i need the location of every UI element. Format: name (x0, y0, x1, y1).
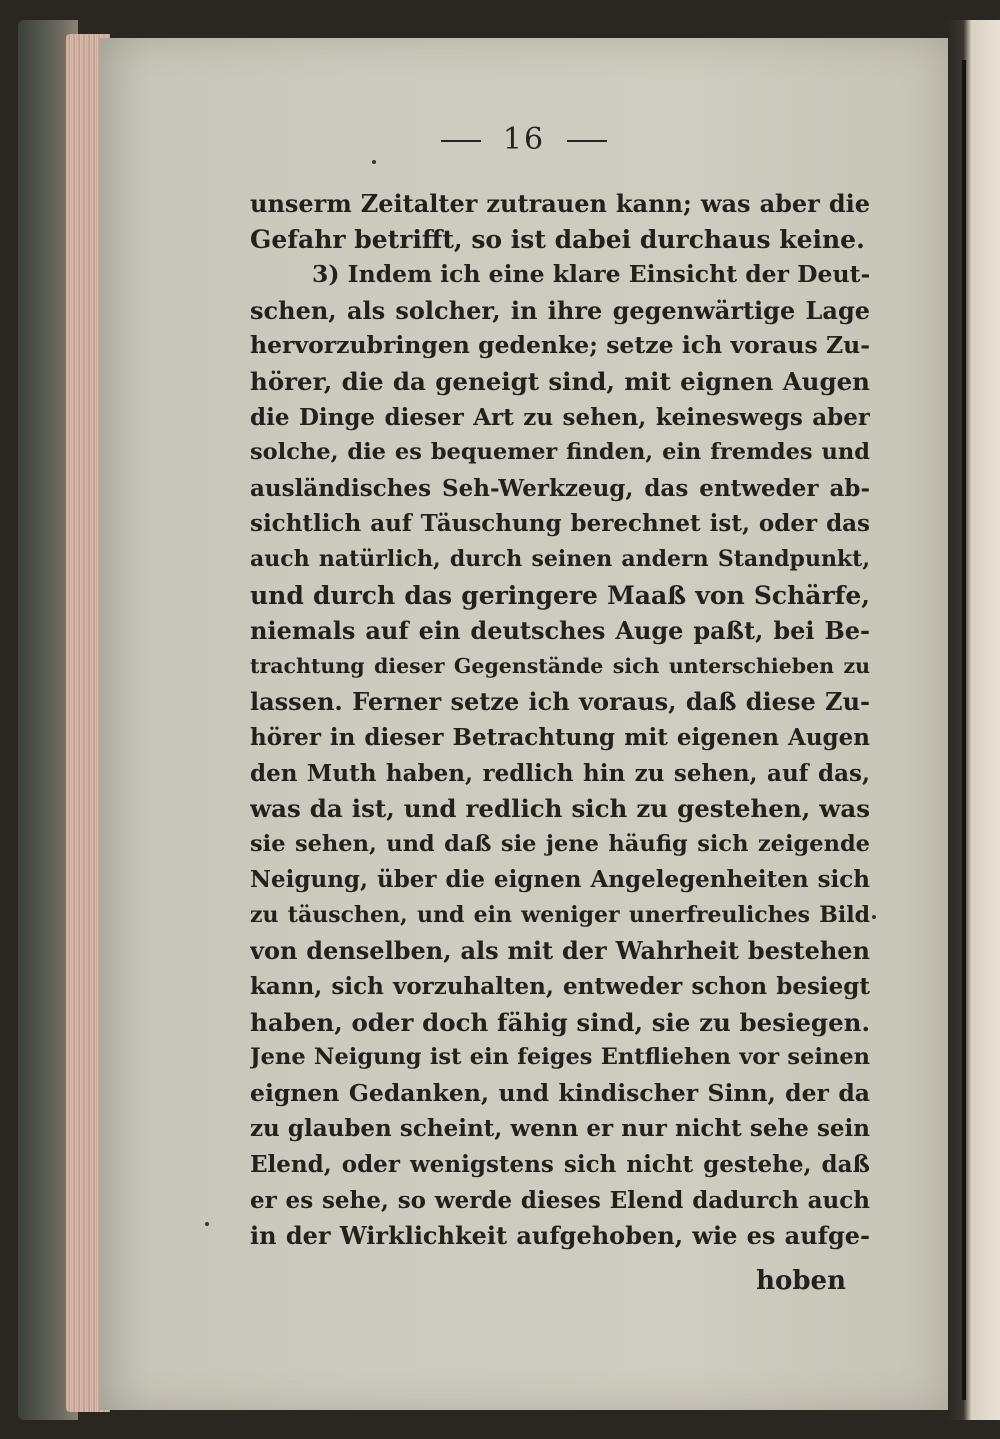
text-line: zu täuschen, und ein weniger unerfreuliches Bild (250, 901, 870, 928)
text-line: hervorzubringen gedenke; setze ich voraus Zu- (250, 331, 870, 360)
text-line: unserm Zeitalter zutrauen kann; was aber die (250, 189, 870, 218)
text-line: und durch das geringere Maaß von Schärfe, (250, 580, 870, 610)
binding-gutter (962, 60, 966, 1400)
text-line: in der Wirklichkeit aufgehoben, wie es aufge- (250, 1221, 870, 1251)
text-line: schen, als solcher, in ihre gegenwärtige Lage (250, 295, 870, 325)
header-dash-right (567, 140, 607, 142)
text-line: den Muth haben, redlich hin zu sehen, auf das, (250, 759, 870, 787)
text-line: er es sehe, so werde dieses Elend dadurch auch (250, 1186, 870, 1214)
running-header (100, 122, 948, 157)
text-line: 3) Indem ich eine klare Einsicht der Deut- (312, 260, 870, 289)
text-line: die Dinge dieser Art zu sehen, keineswegs aber (250, 403, 870, 431)
paper-speck (872, 915, 876, 919)
text-line: lassen. Ferner setze ich voraus, daß diese Zu- (250, 687, 870, 717)
body-text (250, 186, 870, 1254)
facing-page-edge (948, 20, 1000, 1420)
page-number: 16 (502, 122, 546, 157)
text-line: solche, die es bequemer finden, ein fremdes und (250, 439, 870, 466)
text-line: sichtlich auf Täuschung berechnet ist, oder das (250, 510, 870, 538)
text-line: sie sehen, und daß sie jene häufig sich zeigende (250, 830, 870, 857)
text-line: was da ist, und redlich sich zu gestehen, was (250, 794, 870, 824)
text-line: Elend, oder wenigstens sich nicht gestehe, daß (250, 1151, 870, 1179)
header-dash-left (441, 140, 481, 142)
text-line: haben, oder doch fähig sind, sie zu besiegen. (250, 1007, 870, 1037)
text-line: Gefahr betrifft, so ist dabei durchaus keine. (250, 224, 865, 254)
text-line: hörer in dieser Betrachtung mit eigenen Augen (250, 723, 870, 751)
text-line: auch natürlich, durch seinen andern Standpunkt, (250, 545, 870, 572)
text-line: niemals auf ein deutsches Auge paßt, bei Be- (250, 616, 870, 646)
text-line: zu glauben scheint, wenn er nur nicht sehe sein (250, 1115, 870, 1143)
text-line: Neigung, über die eignen Angelegenheiten sich (250, 866, 870, 894)
paper-speck (372, 160, 376, 164)
text-line: eignen Gedanken, und kindischer Sinn, der da (250, 1078, 870, 1107)
text-line: ausländisches Seh-Werkzeug, das entweder ab- (250, 474, 870, 502)
paper-speck (205, 1222, 209, 1226)
text-line: hörer, die da geneigt sind, mit eignen Augen (250, 366, 870, 396)
text-line: von denselben, als mit der Wahrheit bestehen (250, 936, 870, 966)
text-line: kann, sich vorzuhalten, entweder schon besiegt (250, 973, 870, 1001)
catchword: hoben (756, 1266, 846, 1296)
text-line: Jene Neigung ist ein feiges Entfliehen vor seinen (250, 1044, 870, 1071)
text-line: trachtung dieser Gegenstände sich unterschieben zu (250, 653, 870, 678)
